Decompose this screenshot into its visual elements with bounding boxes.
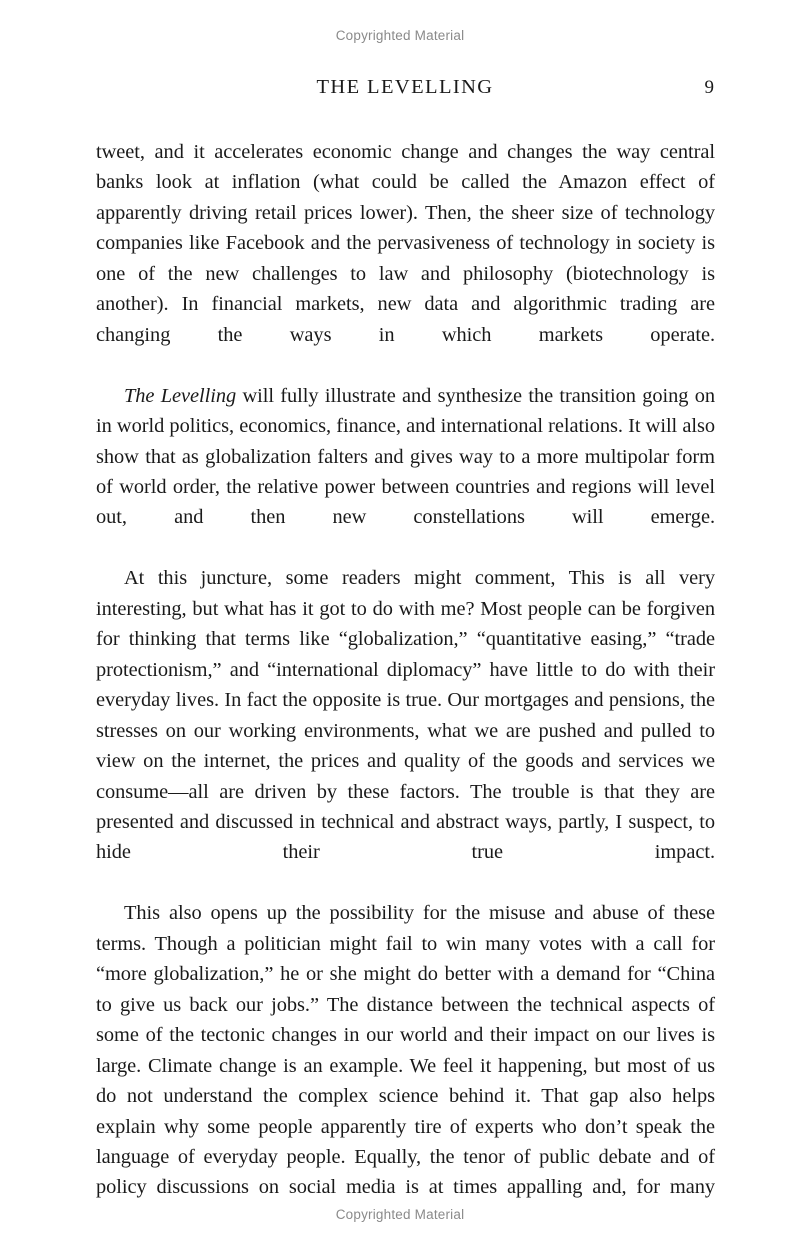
paragraph-2-text: will fully illustrate and synthesize the transition going on in world politics, economics, finance, and international relations. It will also show that as globalization falters and gives way to a more multipolar form of world order, the relative power between countries and regions will level out, and then new constellations will emerge. [96,384,715,529]
paragraph-1: tweet, and it accelerates economic change and changes the way central banks look at inflation (what could be called the Amazon effect of apparently driving retail prices lower). Then, the sheer size of technology companies like Facebook and the pervasiveness of technology in society is one of the new challenges to law and philosophy (biotechnology is another). In financial markets, new data and algorithmic trading are changing the ways in which markets operate. [96,141,715,346]
book-title-italic: The Levelling [124,384,237,407]
paragraph-4: This also opens up the possibility for the misuse and abuse of these terms. Though a politician might fail to win many votes with a call for “more globalization,” he or she might do better with a demand for “China to give us back our jobs.” The distance between the technical aspects of some of the tectonic changes in our world and their impact on our lives is large. Climate change is an example. We feel it happening, but most of us do not understand the complex science behind it. That gap also helps explain why some people apparently tire of experts who don’t speak the language of everyday people. Equally, the tenor of public debate and of policy discussions on social media is at times appalling and, for many [96,902,715,1199]
paragraph-3: At this juncture, some readers might comment, This is all very interesting, but what has it got to do with me? Most people can be forgiven for thinking that terms like “globalization,” “quantitative easing,” “trade protectionism,” and “international diplomacy” have little to do with their everyday lives. In fact the opposite is true. Our mortgages and pensions, the stresses on our working environments, what we are pushed and pulled to view on the internet, the prices and quality of the goods and services we consume—all are driven by these factors. The trouble is that they are presented and discussed in technical and abstract ways, partly, I suspect, to hide their true impact. [96,567,715,864]
body-text-block [96,137,715,1233]
copyright-watermark-bottom: Copyrighted Material [335,1207,465,1222]
paragraph-2 [96,381,715,564]
copyright-watermark-top: Copyrighted Material [335,28,465,43]
page-number: 9 [704,77,714,98]
running-head-title: THE LEVELLING [316,76,494,98]
running-head [96,76,714,102]
